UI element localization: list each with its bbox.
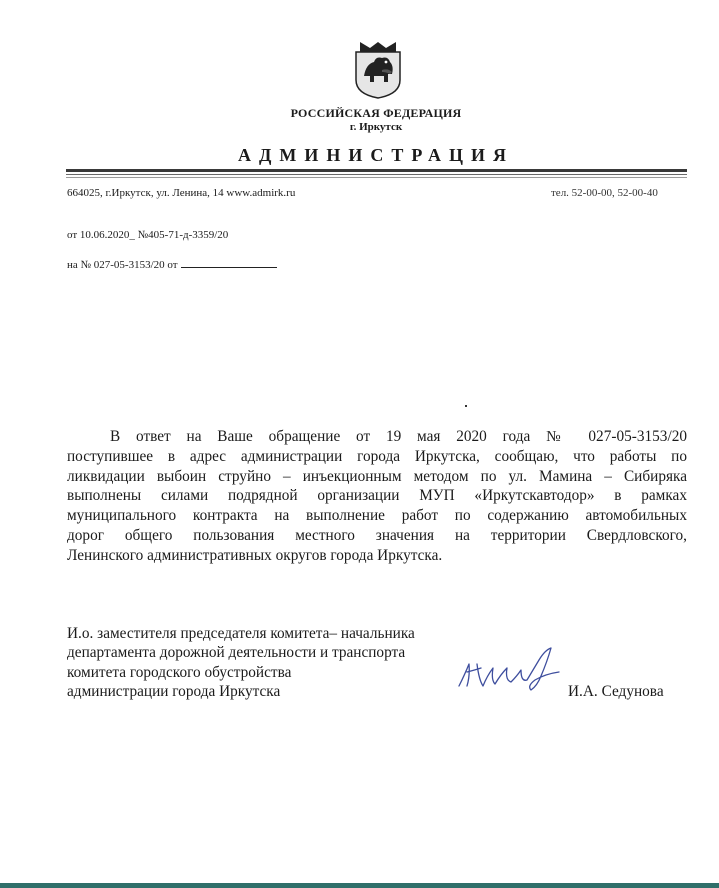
coat-of-arms-icon bbox=[352, 40, 404, 100]
signatory-title-line: администрации города Иркутска bbox=[67, 683, 281, 701]
signatory-title-line: комитета городского обустройства bbox=[67, 663, 292, 681]
body-line: ликвидации выбоин струйно – инъекционным методом по ул. Мамина – Сибиряка bbox=[67, 467, 687, 485]
header-rule bbox=[66, 169, 687, 172]
body-line: выполнены силами подрядной организации МУП «Иркутскавтодор» в рамках bbox=[67, 487, 687, 505]
signatory-title bbox=[67, 624, 415, 702]
phone-line: тел. 52-00-00, 52-00-40 bbox=[551, 187, 658, 199]
header-rule-thin bbox=[66, 177, 687, 178]
body-line: поступившее в адрес администрации города Иркутска, сообщаю, что работы по bbox=[67, 447, 687, 465]
header-rule-thin bbox=[66, 174, 687, 175]
date-blank bbox=[181, 258, 277, 268]
incoming-reference-text: на № 027-05-3153/20 от bbox=[67, 259, 178, 271]
letter-body bbox=[67, 427, 687, 566]
signatory-title-line: И.о. заместителя председателя комитета– начальника bbox=[67, 625, 415, 642]
org-heading: АДМИНИСТРАЦИЯ bbox=[237, 145, 515, 165]
body-line: Ленинского административных округов города Иркутска. bbox=[67, 546, 443, 564]
signatory-name: И.А. Седунова bbox=[568, 683, 664, 700]
stray-mark bbox=[465, 405, 467, 407]
incoming-reference bbox=[67, 258, 277, 271]
bottom-border bbox=[0, 883, 719, 888]
body-line: муниципального контракта на выполнение работ по содержанию автомобильных bbox=[67, 507, 687, 525]
body-line: В ответ на Ваше обращение от 19 мая 2020 года № 027-05-3153/20 bbox=[110, 428, 687, 445]
body-line: дорог общего пользования местного значения на территории Свердловского, bbox=[67, 526, 687, 544]
city-heading: г. Иркутск bbox=[349, 121, 403, 133]
address-line: 664025, г.Иркутск, ул. Ленина, 14 www.admirk.ru bbox=[67, 187, 296, 199]
handwritten-signature bbox=[455, 646, 575, 694]
federation-heading: РОССИЙСКАЯ ФЕДЕРАЦИЯ bbox=[290, 106, 462, 120]
outgoing-reference: от 10.06.2020_ №405-71-д-3359/20 bbox=[67, 229, 229, 241]
signatory-title-line: департамента дорожной деятельности и транспорта bbox=[67, 644, 406, 662]
